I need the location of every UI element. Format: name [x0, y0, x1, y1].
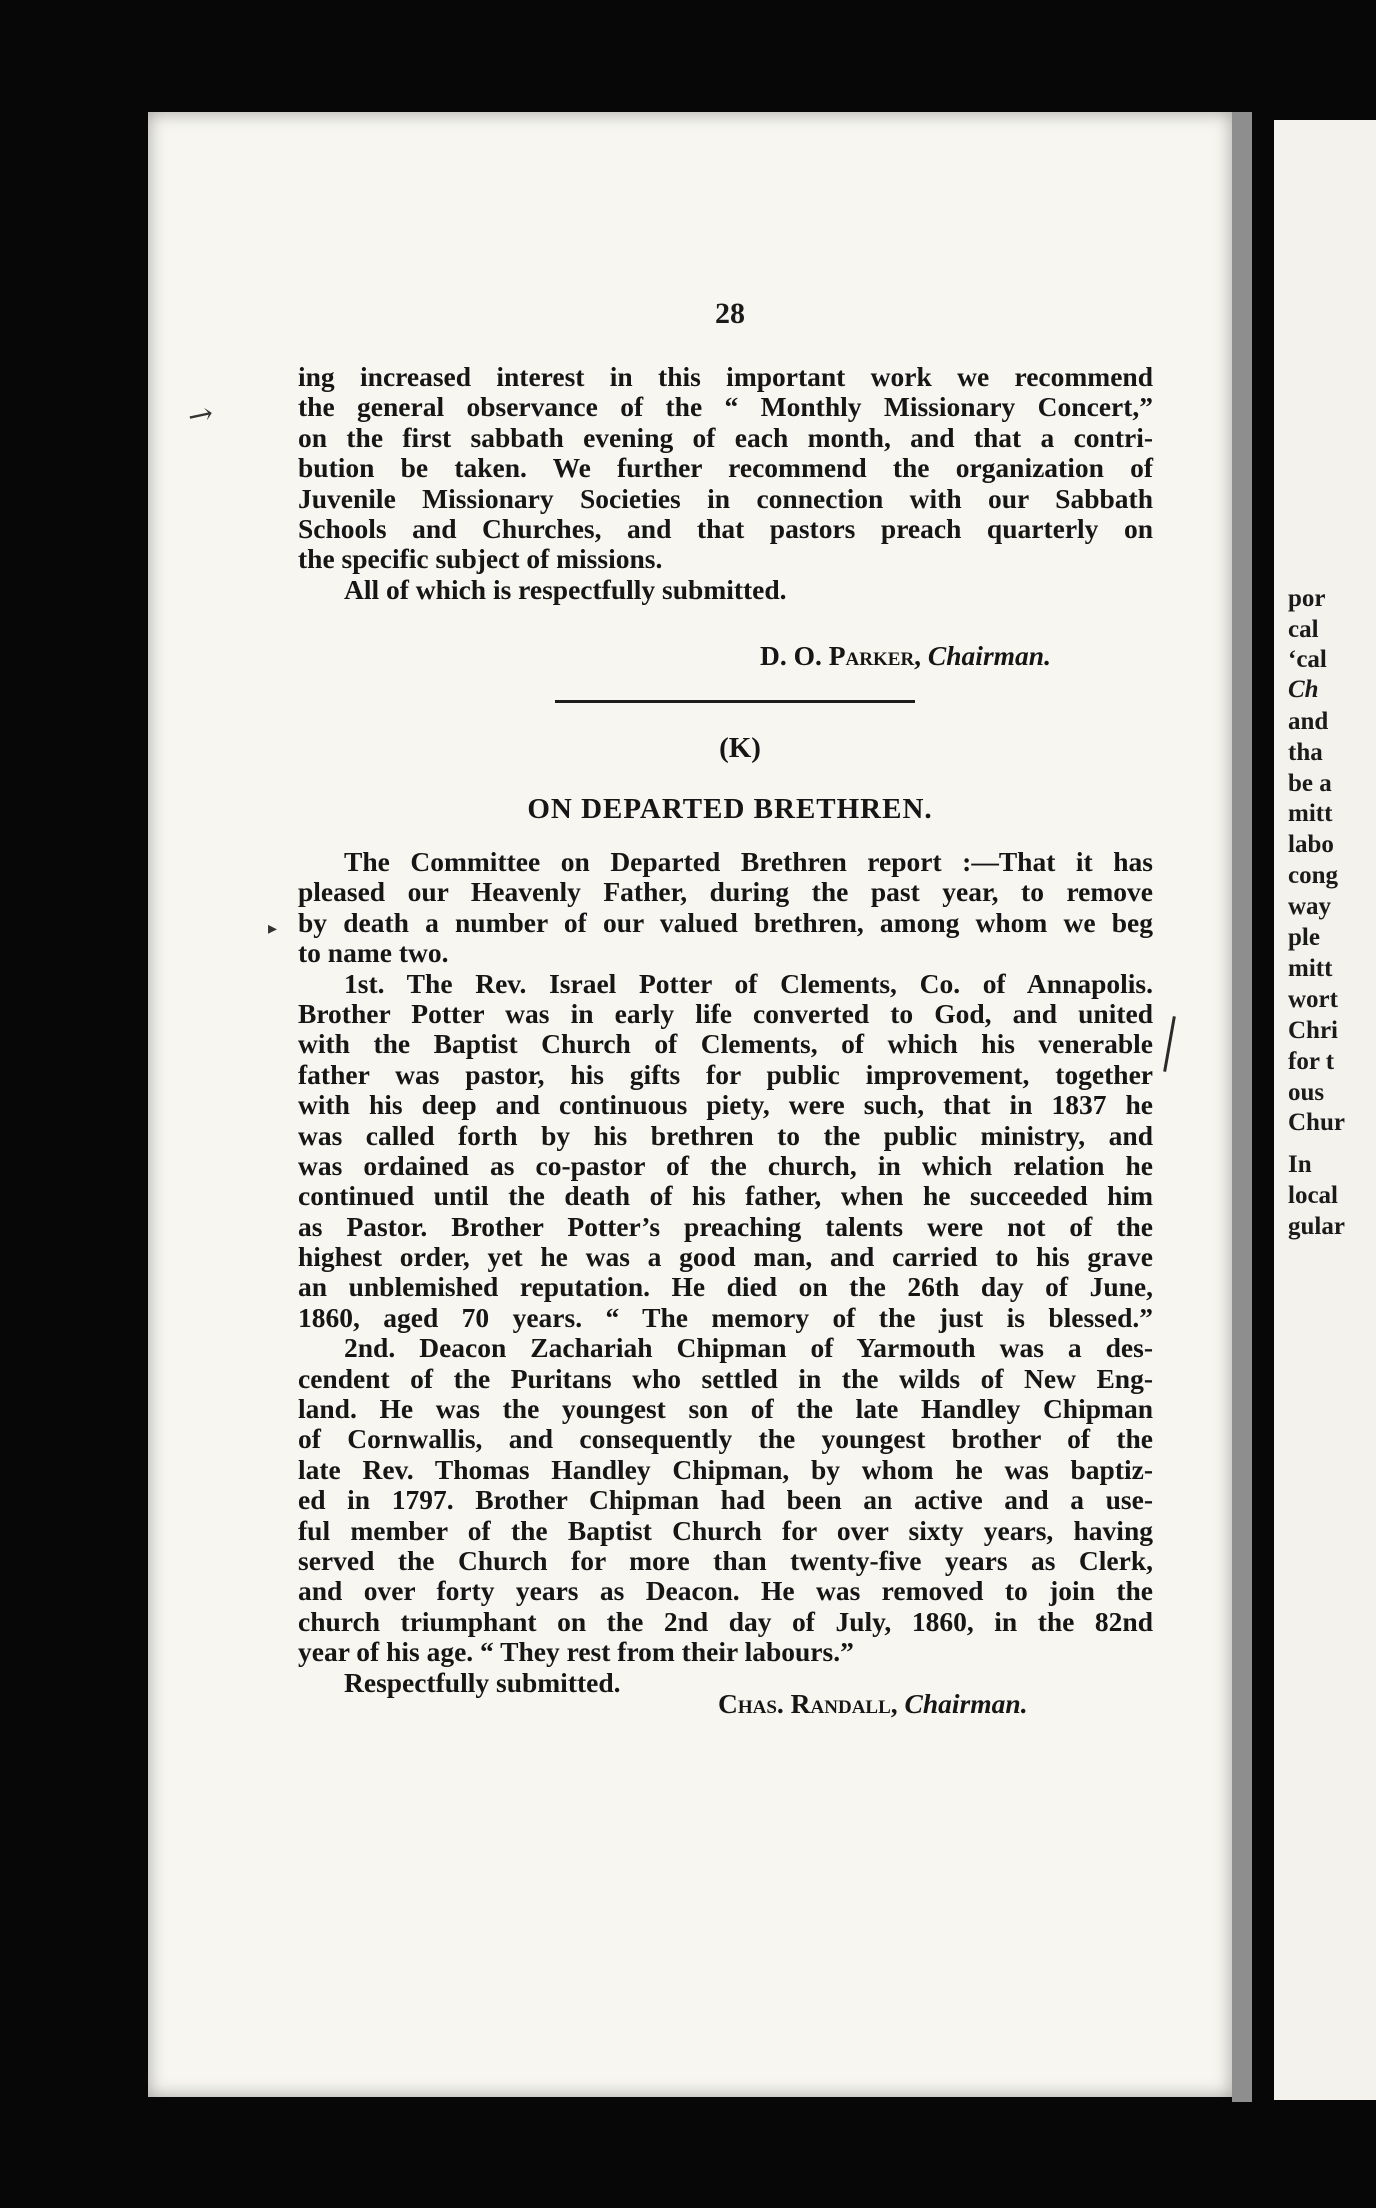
facing-word: cal	[1288, 616, 1319, 643]
margin-dot-mark: ▸	[268, 918, 278, 939]
facing-word: local	[1288, 1182, 1338, 1209]
text-line: Schools and Churches, and that pastors preach quarterly on	[298, 512, 1153, 544]
text-line: as Pastor. Brother Potter’s preaching talents were not of the	[298, 1210, 1153, 1242]
signature-title: Chairman.	[927, 640, 1051, 671]
closing-line: All of which is respectfully submitted.	[344, 573, 787, 605]
text-line: highest order, yet he was a good man, and carried to his grave	[298, 1241, 1153, 1273]
text-line: Juvenile Missionary Societies in connection with our Sabbath	[298, 482, 1153, 514]
facing-word: Ch	[1288, 676, 1319, 703]
text-line: The Committee on Departed Brethren report :—That it has	[344, 846, 1153, 877]
text-line: ful member of the Baptist Church for over sixty years, having	[298, 1514, 1153, 1546]
facing-word: mitt	[1288, 800, 1333, 827]
text-line: 1860, aged 70 years. “ The memory of the just is blessed.”	[298, 1301, 1153, 1333]
facing-word: ple	[1288, 924, 1320, 951]
facing-word: Chri	[1288, 1017, 1338, 1044]
text-line: with the Baptist Church of Clements, of which his venerable	[298, 1028, 1153, 1060]
text-line: Brother Potter was in early life converted to God, and united	[298, 997, 1153, 1029]
text-line: served the Church for more than twenty-five years as Clerk,	[298, 1544, 1153, 1576]
facing-word: mitt	[1288, 955, 1333, 982]
text-line: ing increased interest in this important work we recommend	[298, 361, 1153, 392]
facing-word: por	[1288, 585, 1326, 612]
facing-word: gular	[1288, 1213, 1345, 1240]
facing-word: Chur	[1288, 1109, 1345, 1136]
signature-randall	[718, 1688, 1028, 1720]
text-line: on the first sabbath evening of each month, and that a contri-	[298, 421, 1153, 453]
text-line: the general observance of the “ Monthly Missionary Concert,”	[298, 391, 1153, 423]
signature-title: Chairman.	[904, 1688, 1028, 1719]
section-divider	[555, 700, 915, 703]
text-line: land. He was the youngest son of the late Handley Chipman	[298, 1393, 1153, 1425]
facing-page-fragment	[1274, 120, 1376, 2100]
text-line: father was pastor, his gifts for public improvement, together	[298, 1058, 1153, 1090]
facing-word: tha	[1288, 739, 1323, 766]
facing-word: for t	[1288, 1048, 1335, 1075]
facing-word: wort	[1288, 986, 1338, 1013]
margin-pencil-mark: →	[184, 395, 217, 436]
section-label: (K)	[719, 732, 761, 764]
text-line: and over forty years as Deacon. He was removed to join the	[298, 1575, 1153, 1607]
page-number: 28	[715, 297, 745, 330]
text-line: cendent of the Puritans who settled in the wilds of New Eng-	[298, 1362, 1153, 1394]
page-gutter-edge	[1232, 112, 1252, 2102]
text-line: continued until the death of his father, when he succeeded him	[298, 1180, 1153, 1212]
facing-word: and	[1288, 708, 1329, 735]
text-line: year of his age. “ They rest from their labours.”	[298, 1636, 854, 1668]
text-line: 1st. The Rev. Israel Potter of Clements, Co. of Annapolis.	[344, 967, 1153, 999]
signature-parker	[760, 640, 1051, 672]
section-title: ON DEPARTED BRETHREN.	[527, 793, 933, 825]
facing-word: cong	[1288, 862, 1338, 889]
missionary-paragraph	[298, 362, 1153, 605]
text-line: to name two.	[298, 937, 449, 969]
facing-word: labo	[1288, 831, 1334, 858]
facing-word: way	[1288, 893, 1332, 920]
signature-name: Chas. Randall,	[718, 1688, 898, 1719]
text-line: pleased our Heavenly Father, during the past year, to remove	[298, 876, 1153, 908]
text-line: 2nd. Deacon Zachariah Chipman of Yarmouth was a des-	[344, 1332, 1153, 1364]
facing-word: In	[1288, 1151, 1312, 1178]
text-line: late Rev. Thomas Handley Chipman, by whom he was baptiz-	[298, 1453, 1153, 1485]
text-line: the specific subject of missions.	[298, 543, 663, 575]
text-line: was ordained as co-pastor of the church, in which relation he	[298, 1149, 1153, 1181]
text-line: church triumphant on the 2nd day of July, 1860, in the 82nd	[298, 1605, 1153, 1637]
text-line: bution be taken. We further recommend the organization of	[298, 452, 1153, 484]
departed-brethren-report	[298, 847, 1153, 1698]
closing-line: Respectfully submitted.	[344, 1666, 621, 1698]
text-line: by death a number of our valued brethren, among whom we beg	[298, 906, 1153, 938]
facing-word: ‘cal	[1288, 646, 1327, 673]
text-line: ed in 1797. Brother Chipman had been an active and a use-	[298, 1484, 1153, 1516]
text-line: an unblemished reputation. He died on the 26th day of June,	[298, 1271, 1153, 1303]
facing-word: ous	[1288, 1079, 1325, 1106]
text-line: of Cornwallis, and consequently the youngest brother of the	[298, 1423, 1153, 1455]
facing-word: be a	[1288, 770, 1332, 797]
text-line: with his deep and continuous piety, were such, that in 1837 he	[298, 1089, 1153, 1121]
text-line: was called forth by his brethren to the public ministry, and	[298, 1119, 1153, 1151]
signature-name: D. O. Parker,	[760, 640, 922, 671]
